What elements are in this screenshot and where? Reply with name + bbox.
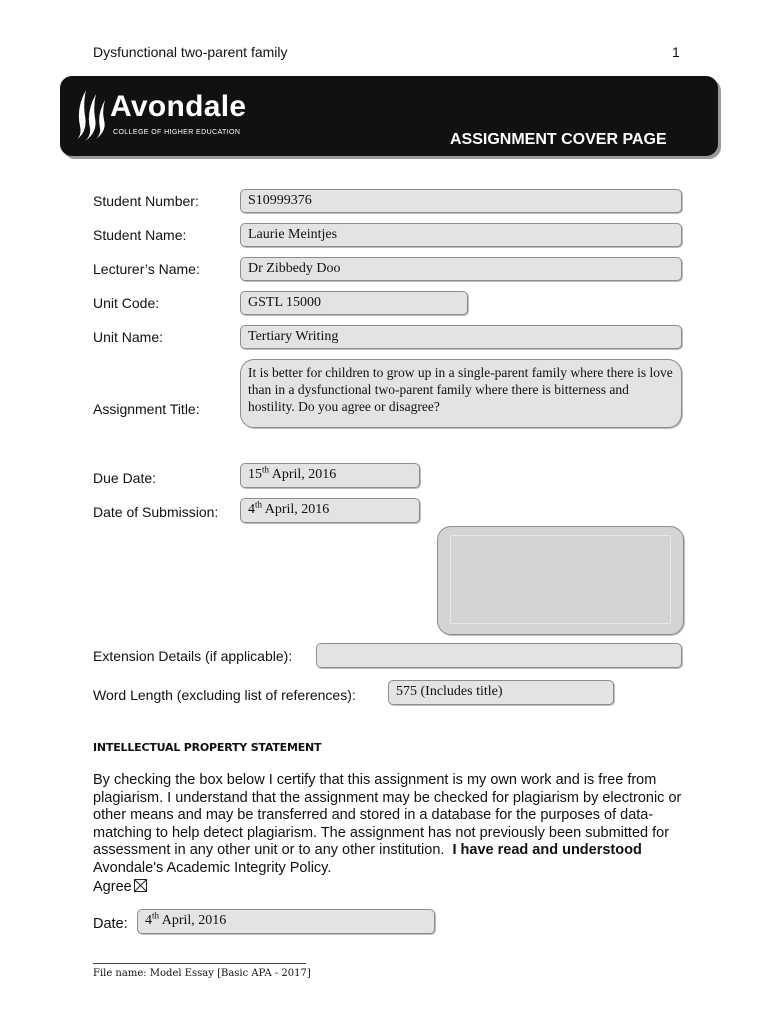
footer-file-name: File name: Model Essay [Basic APA - 2017] (93, 968, 311, 979)
logo-subtitle: COLLEGE OF HIGHER EDUCATION (113, 129, 241, 136)
ip-statement-policy: Avondale's Academic Integrity Policy. (93, 859, 332, 876)
logo-wordmark: Avondale (110, 90, 247, 123)
unit-name-field[interactable]: Tertiary Writing (240, 325, 682, 349)
student-number-label: Student Number: (93, 193, 199, 209)
running-head: Dysfunctional two-parent family (93, 44, 288, 60)
submission-date-suffix: th (255, 499, 263, 510)
ip-statement-bold: I have read and understood (452, 842, 642, 858)
assignment-title-field[interactable]: It is better for children to grow up in a single-parent family where there is love than in a dysfunctional two-parent family where there is bitterness and hostility. Do you agree or disagree? (240, 359, 682, 428)
agree-checkbox-checked-icon[interactable] (134, 879, 147, 892)
ip-statement-body (93, 772, 683, 877)
assignment-title-label: Assignment Title: (93, 401, 200, 417)
ip-statement-title: INTELLECTUAL PROPERTY STATEMENT (93, 741, 322, 754)
student-number-field[interactable]: S10999376 (240, 189, 682, 213)
extension-details-label: Extension Details (if applicable): (93, 648, 293, 664)
due-date-label: Due Date: (93, 470, 157, 486)
student-name-field[interactable]: Laurie Meintjes (240, 223, 682, 247)
date-label: Date: (93, 916, 128, 932)
extension-details-field[interactable] (316, 643, 682, 668)
submission-date-label: Date of Submission: (93, 504, 219, 520)
ip-statement-text: By checking the box below I certify that this assignment is my own work and is free from plagiarism. I understand that the assignment may be checked for plagiarism by electronic or other means and may be transferred and stored in a database for the purposes of data-matching to help detect plagiarism. The assignment has not previously been submitted for assessment in any other unit or to any other institution. (93, 772, 682, 858)
submission-date-day: 4 (248, 502, 255, 517)
lecturer-name-label: Lecturer’s Name: (93, 261, 200, 277)
agree-label: Agree (93, 879, 132, 895)
statement-date-day: 4 (145, 913, 152, 928)
page-number: 1 (672, 44, 680, 60)
statement-date-field[interactable] (137, 909, 435, 934)
student-name-label: Student Name: (93, 227, 187, 243)
unit-code-label: Unit Code: (93, 295, 160, 311)
lecturer-name-field[interactable]: Dr Zibbedy Doo (240, 257, 682, 281)
submission-date-field[interactable] (240, 498, 420, 523)
due-date-suffix: th (262, 464, 270, 475)
office-stamp-box (437, 526, 684, 635)
agree-row (93, 879, 147, 895)
statement-date-rest: April, 2016 (159, 913, 227, 928)
statement-date-suffix: th (152, 910, 160, 921)
due-date-day: 15 (248, 467, 262, 482)
word-length-label: Word Length (excluding list of references): (93, 687, 356, 703)
avondale-logo-icon (72, 86, 112, 142)
due-date-rest: April, 2016 (269, 467, 337, 482)
office-stamp-inner (450, 535, 671, 624)
unit-code-field[interactable]: GSTL 15000 (240, 291, 468, 315)
word-length-field[interactable]: 575 (Includes title) (388, 680, 614, 705)
due-date-field[interactable] (240, 463, 420, 488)
unit-name-label: Unit Name: (93, 329, 164, 345)
footer-divider (93, 963, 306, 964)
submission-date-rest: April, 2016 (262, 502, 330, 517)
page-title: ASSIGNMENT COVER PAGE (450, 131, 667, 148)
